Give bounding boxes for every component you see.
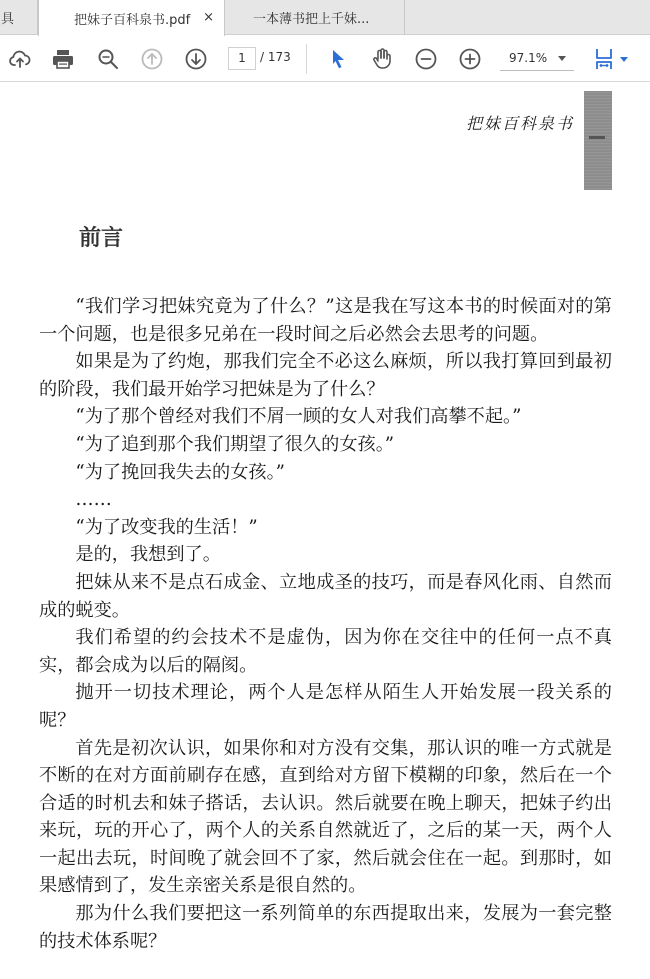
upload-icon[interactable] [7,46,33,72]
search-icon[interactable] [95,46,121,72]
paragraph: 把妹从来不是点石成金、立地成圣的技巧，而是春风化雨、自然而成的蜕变。 [39,571,612,621]
zoom-value: 97.1% [509,51,548,65]
body-text [39,293,612,955]
select-cursor-icon[interactable] [325,46,351,72]
tab-inactive-label: 一本薄书把上千妹... [253,12,370,27]
page-total: / 173 [260,50,291,64]
paragraph: “为了改变我的生活！” [75,516,258,538]
tab-tools-label: 具 [1,12,15,27]
paragraph: 抛开一切技术理论，两个人是怎样从陌生人开始发展一段关系的呢？ [39,682,612,731]
tab-bar [0,0,650,35]
paragraph: 是的，我想到了。 [75,544,221,566]
paragraph: “为了挽回我失去的女孩。” [75,461,285,483]
toolbar [0,36,650,82]
paragraph: “我们学习把妹究竟为了什么？”这是我在写这本书的时候面对的第一个问题，也是很多兄弟在一段时间之后必然会去思考的问题。 [39,296,612,345]
paragraph: 那为什么我们要把这一系列简单的东西提取出来，发展为一套完整的技术体系呢？ [39,903,612,952]
toolbar-separator [306,44,307,74]
paragraph: 首先是初次认识，如果你和对方没有交集，那认识的唯一方式就是不断的在对方面前刷存在感，直到给对方留下模糊的印象，然后在一个合适的时机去和妹子搭话，去认识。然后就要在晚上聊天，把妹子约出来玩，玩的开心了，两个人的关系自然就近了，之后的某一天，两个人一起出去玩，时间晚了就会回不了家，然后就会住在一起。到那时，如果感情到了，发生亲密关系是很自然的。 [39,737,612,897]
page-edge-tab [584,91,612,190]
tab-active-document[interactable] [38,0,225,36]
page-heading: 前言 [79,226,124,251]
tab-inactive-document[interactable] [226,0,405,35]
page-down-icon[interactable] [183,46,209,72]
paragraph: “为了追到那个我们期望了很久的女孩。” [75,433,395,455]
zoom-select[interactable] [500,46,574,71]
paragraph: …… [75,489,112,511]
print-icon[interactable] [50,46,76,72]
fit-options-chevron-icon[interactable] [620,57,628,62]
fit-page-icon[interactable] [591,46,617,72]
paragraph: “为了那个曾经对我们不屑一顾的女人对我们高攀不起。” [75,406,522,428]
tab-active-label: 把妹子百科泉书.pdf [74,12,191,28]
page-up-icon[interactable] [139,46,165,72]
tab-tools-partial[interactable] [0,0,38,35]
pdf-page [0,83,650,979]
page-number-input[interactable]: 1 [228,47,256,70]
paragraph: 如果是为了约炮，那我们完全不必这么麻烦，所以我打算回到最初的阶段，我们最开始学习把妹是为了什么？ [39,351,612,400]
chevron-down-icon [558,56,566,61]
zoom-out-icon[interactable] [413,46,439,72]
paragraph: 我们希望的约会技术不是虚伪，因为你在交往中的任何一点不真实，都会成为以后的隔阂。 [39,627,612,676]
zoom-in-icon[interactable] [457,46,483,72]
close-tab-button[interactable]: × [203,10,214,25]
running-head: 把妹百科泉书 [466,114,575,133]
hand-icon[interactable] [369,46,395,72]
